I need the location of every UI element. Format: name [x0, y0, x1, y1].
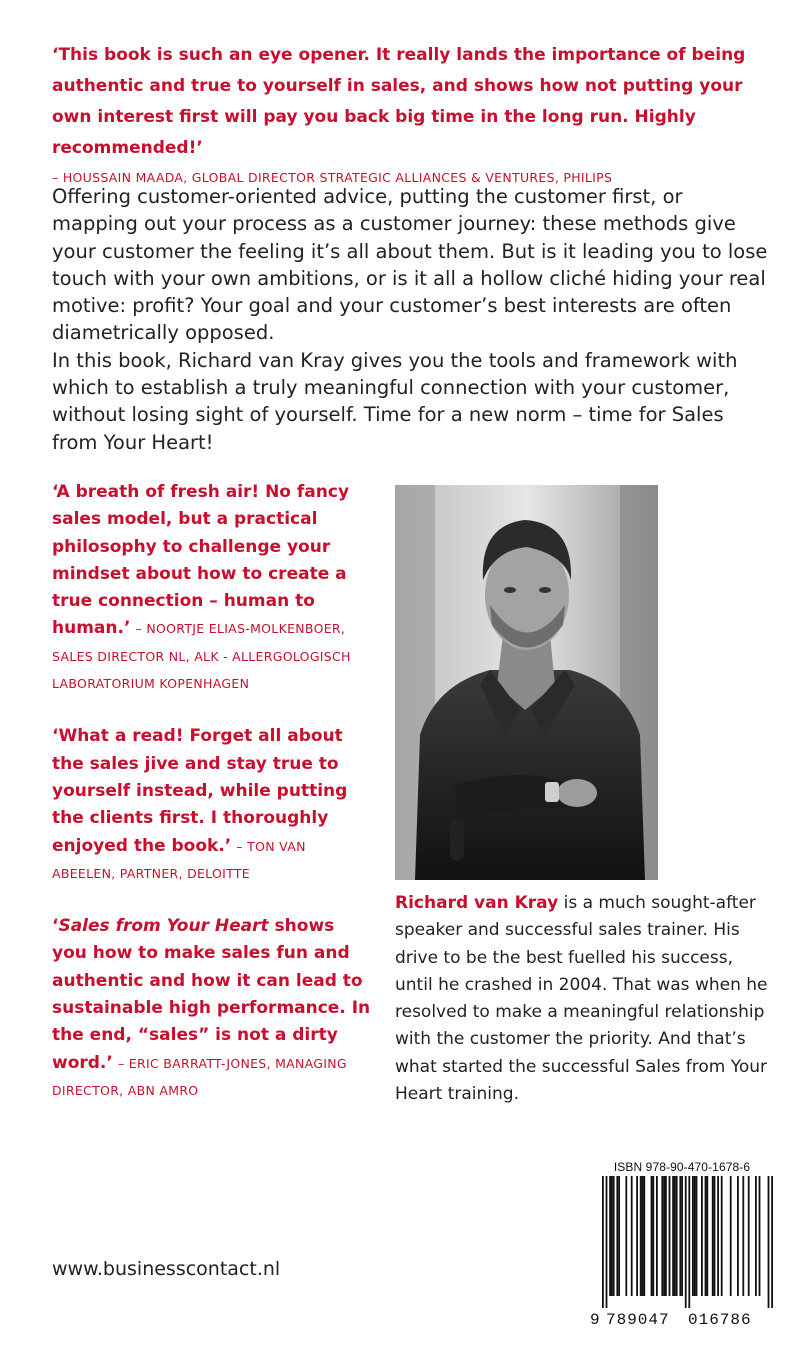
barcode-bar	[768, 1176, 770, 1308]
barcode-bar	[672, 1176, 674, 1296]
isbn-barcode	[588, 1160, 776, 1331]
top-testimonial	[52, 40, 772, 185]
barcode-bar	[685, 1176, 687, 1308]
testimonial-3-attribution: – ERIC BARRATT-JONES, MANAGING DIRECTOR, ABN AMRO	[52, 1055, 347, 1098]
barcode-bar	[730, 1176, 732, 1296]
barcode-bar	[714, 1176, 716, 1296]
testimonial-2-attribution: – TON VAN ABEELEN, PARTNER, DELOITTE	[52, 838, 306, 881]
barcode-bar	[748, 1176, 750, 1296]
description-paragraph-2: In this book, Richard van Kray gives you the tools and framework with which to establish a truly meaningful connection with your customer, without losing sight of yourself. Time for a new norm – time for Sales from Your Heart!	[52, 348, 738, 454]
ean-first-digit: 9	[590, 1311, 600, 1329]
barcode-bar	[625, 1176, 627, 1296]
description-paragraph-1: Offering customer-oriented advice, putting the customer first, or mapping out your process as a customer journey: these methods give your customer the feeling it’s all about them. But is it leading you to lose touch with your own ambitions, or is it all a hollow cliché hiding your real motive: profit? Your goal and your customer’s best interests are often diametrically opposed.	[52, 185, 768, 345]
barcode-bar	[679, 1176, 681, 1296]
top-quote-text: ‘This book is such an eye opener. It really lands the importance of being authentic and true to yourself in sales, and shows how not putting your own interest first will pay you back big time in the long run. Highly recommended!’	[52, 45, 746, 158]
top-quote-attribution: – HOUSSAIN MAADA, GLOBAL DIRECTOR STRATEGIC ALLIANCES & VENTURES, PHILIPS	[52, 170, 613, 185]
barcode-bar	[640, 1176, 642, 1296]
testimonial-1	[52, 479, 372, 697]
testimonial-1-text: ‘A breath of fresh air! No fancy sales model, but a practical philosophy to challenge your mindset about how to create a true connection – human to human.’	[52, 482, 350, 639]
barcode-bar	[665, 1176, 667, 1296]
barcode-bar	[742, 1176, 744, 1296]
testimonial-2-text: ‘What a read! Forget all about the sales jive and stay true to yourself instead, while putting the clients first. I thoroughly enjoyed the book.’	[52, 726, 348, 856]
ean-digits	[588, 1311, 776, 1331]
ean-left-group: 789047	[606, 1311, 670, 1329]
book-description	[52, 183, 772, 456]
barcode-bar	[696, 1176, 698, 1296]
barcode-bar	[674, 1176, 676, 1296]
barcode-bar	[618, 1176, 620, 1296]
author-name: Richard van Kray	[395, 893, 559, 913]
barcode-bar	[616, 1176, 618, 1296]
barcode-bar	[609, 1176, 611, 1296]
barcode-bar	[656, 1176, 658, 1296]
barcode-bar	[613, 1176, 615, 1296]
author-photo	[395, 485, 658, 880]
barcode-bar	[652, 1176, 654, 1296]
barcode-bar	[602, 1176, 604, 1308]
barcode-bar	[717, 1176, 719, 1296]
barcode-bar	[694, 1176, 696, 1296]
barcode-bar	[692, 1176, 694, 1296]
barcode-bar	[651, 1176, 653, 1296]
publisher-website: www.businesscontact.nl	[52, 1258, 281, 1280]
testimonial-3-rest: shows you how to make sales fun and authentic and how it can lead to sustainable high performance. In the end, “sales” is not a dirty word.’	[52, 916, 371, 1073]
barcode-bar	[606, 1176, 608, 1308]
barcode-bar	[706, 1176, 708, 1296]
barcode-bar	[661, 1176, 663, 1296]
barcode-bar	[712, 1176, 714, 1296]
testimonial-3	[52, 913, 372, 1104]
barcode-bar	[669, 1176, 671, 1296]
barcode-bar	[701, 1176, 703, 1296]
barcode-bar	[631, 1176, 633, 1296]
barcode-bar	[636, 1176, 638, 1296]
barcode-bars	[588, 1176, 776, 1311]
testimonial-3-book-title: Sales from Your Heart	[58, 916, 269, 937]
barcode-bar	[663, 1176, 665, 1296]
author-bio	[395, 890, 775, 1108]
barcode-bar	[676, 1176, 678, 1296]
testimonial-3-text	[52, 916, 370, 1072]
barcode-bar	[681, 1176, 683, 1296]
ean-right-group: 016786	[688, 1311, 752, 1329]
barcode-bar	[771, 1176, 773, 1308]
barcode-bar	[611, 1176, 613, 1296]
testimonial-3-open-quote: ‘	[52, 916, 59, 937]
barcode-bar	[755, 1176, 757, 1296]
testimonials-column	[52, 479, 372, 1130]
author-bio-text: is a much sought-after speaker and successful sales trainer. His drive to be the best fuelled his success, until he crashed in 2004. That was when he resolved to make a meaningful relationship with the customer the priority. And that’s what started the successful Sales from Your Heart training.	[395, 893, 768, 1105]
isbn-label: ISBN 978-90-470-1678-6	[613, 1160, 751, 1174]
testimonial-1-attribution: – NOORTJE ELIAS-MOLKENBOER, SALES DIRECTOR NL, ALK - ALLERGOLOGISCH LABORATORIUM KOPENHAGEN	[52, 621, 351, 692]
barcode-bar	[721, 1176, 723, 1296]
barcode-bar	[705, 1176, 707, 1296]
barcode-bar	[737, 1176, 739, 1296]
testimonial-2	[52, 723, 372, 887]
barcode-bar	[688, 1176, 690, 1308]
barcode-bar	[643, 1176, 645, 1296]
barcode-bar	[759, 1176, 761, 1296]
barcode-bar	[642, 1176, 644, 1296]
